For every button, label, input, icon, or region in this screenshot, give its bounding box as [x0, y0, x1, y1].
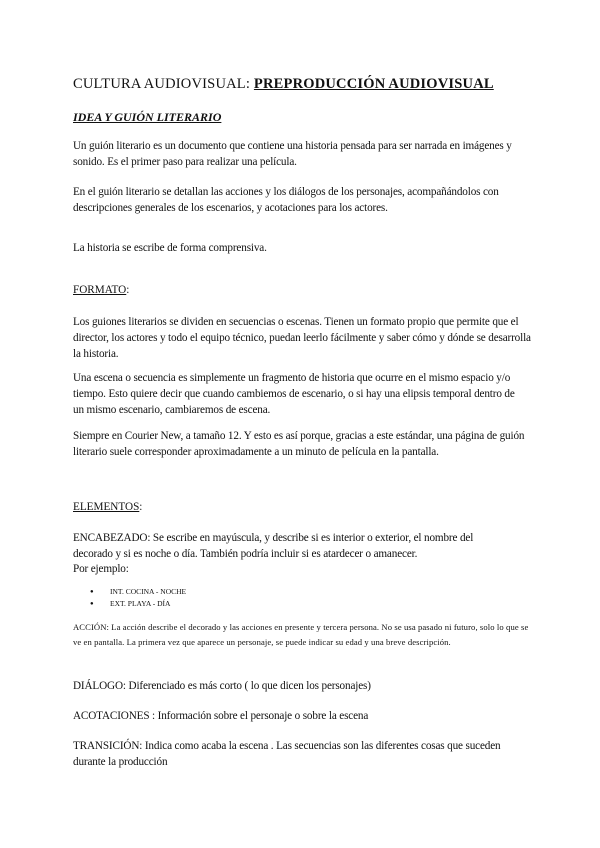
intro-paragraph-3: La historia se escribe de forma comprensiva. — [73, 242, 267, 254]
accion-paragraph: ACCIÓN: La acción describe el decorado y las acciones en presente y tercera persona. No se usa pasado ni futuro, solo lo que se ve en pantalla. La primera vez que aparece un personaje, se puede indicar su edad y una breve descripción. — [73, 622, 529, 647]
encabezado-line-2: decorado y si es noche o día. También podría incluir si es atardecer o amanecer. — [73, 548, 418, 560]
encabezado-line-3: Por ejemplo: — [73, 563, 129, 575]
dialogo-paragraph: DIÁLOGO: Diferenciado es más corto ( lo que dicen los personajes) — [73, 680, 371, 692]
acotaciones-paragraph: ACOTACIONES : Información sobre el personaje o sobre la escena — [73, 710, 369, 722]
encabezado-line-1: ENCABEZADO: Se escribe en mayúscula, y describe si es interior o exterior, el nombre del — [73, 532, 474, 544]
intro-paragraph-1: Un guión literario es un documento que contiene una historia pensada para ser narrada en imágenes y sonido. Es el primer paso para realizar una película. — [73, 140, 512, 168]
title-subtitle: PREPRODUCCIÓN AUDIOVISUAL — [253, 76, 494, 92]
list-item: ● EXT. PLAYA - DÍA — [90, 598, 186, 610]
section-heading-formato — [73, 284, 129, 296]
elementos-label: ELEMENTOS — [73, 501, 140, 513]
section-heading-elementos — [73, 501, 142, 513]
formato-paragraph-2: Una escena o secuencia es simplemente un fragmento de historia que ocurre en el mismo espacio y/o tiempo. Esto quiere decir que cuando cambiemos de escenario, o si hay una elipsis temporal dentro de un mismo escenario, cambiaremos de escena. — [73, 372, 515, 416]
transicion-paragraph: TRANSICIÓN: Indica como acaba la escena . Las secuencias son las diferentes cosas que suceden durante la producción — [73, 740, 501, 768]
formato-paragraph-3: Siempre en Courier New, a tamaño 12. Y esto es así porque, gracias a este estándar, una página de guión literario suele corresponder aproximadamente a un minuto de película en la pantalla. — [73, 430, 525, 458]
formato-colon: : — [126, 284, 130, 296]
elementos-colon: : — [139, 501, 143, 513]
title-main: CULTURA AUDIOVISUAL: — [73, 76, 254, 92]
intro-paragraph-2: En el guión literario se detallan las acciones y los diálogos de los personajes, acompañándolos con descripciones generales de los escenarios, y acotaciones para los actores. — [73, 186, 499, 214]
formato-label: FORMATO — [73, 284, 127, 296]
list-item: ● INT. COCINA - NOCHE — [90, 586, 186, 598]
section-heading-idea: IDEA Y GUIÓN LITERARIO — [73, 110, 222, 124]
page-title — [73, 76, 494, 93]
examples-list — [90, 586, 186, 610]
formato-paragraph-1: Los guiones literarios se dividen en secuencias o escenas. Tienen un formato propio que permite que el director, los actores y todo el equipo técnico, puedan leerlo fácilmente y saber cómo y dónde se desarrolla la historia. — [73, 316, 531, 360]
